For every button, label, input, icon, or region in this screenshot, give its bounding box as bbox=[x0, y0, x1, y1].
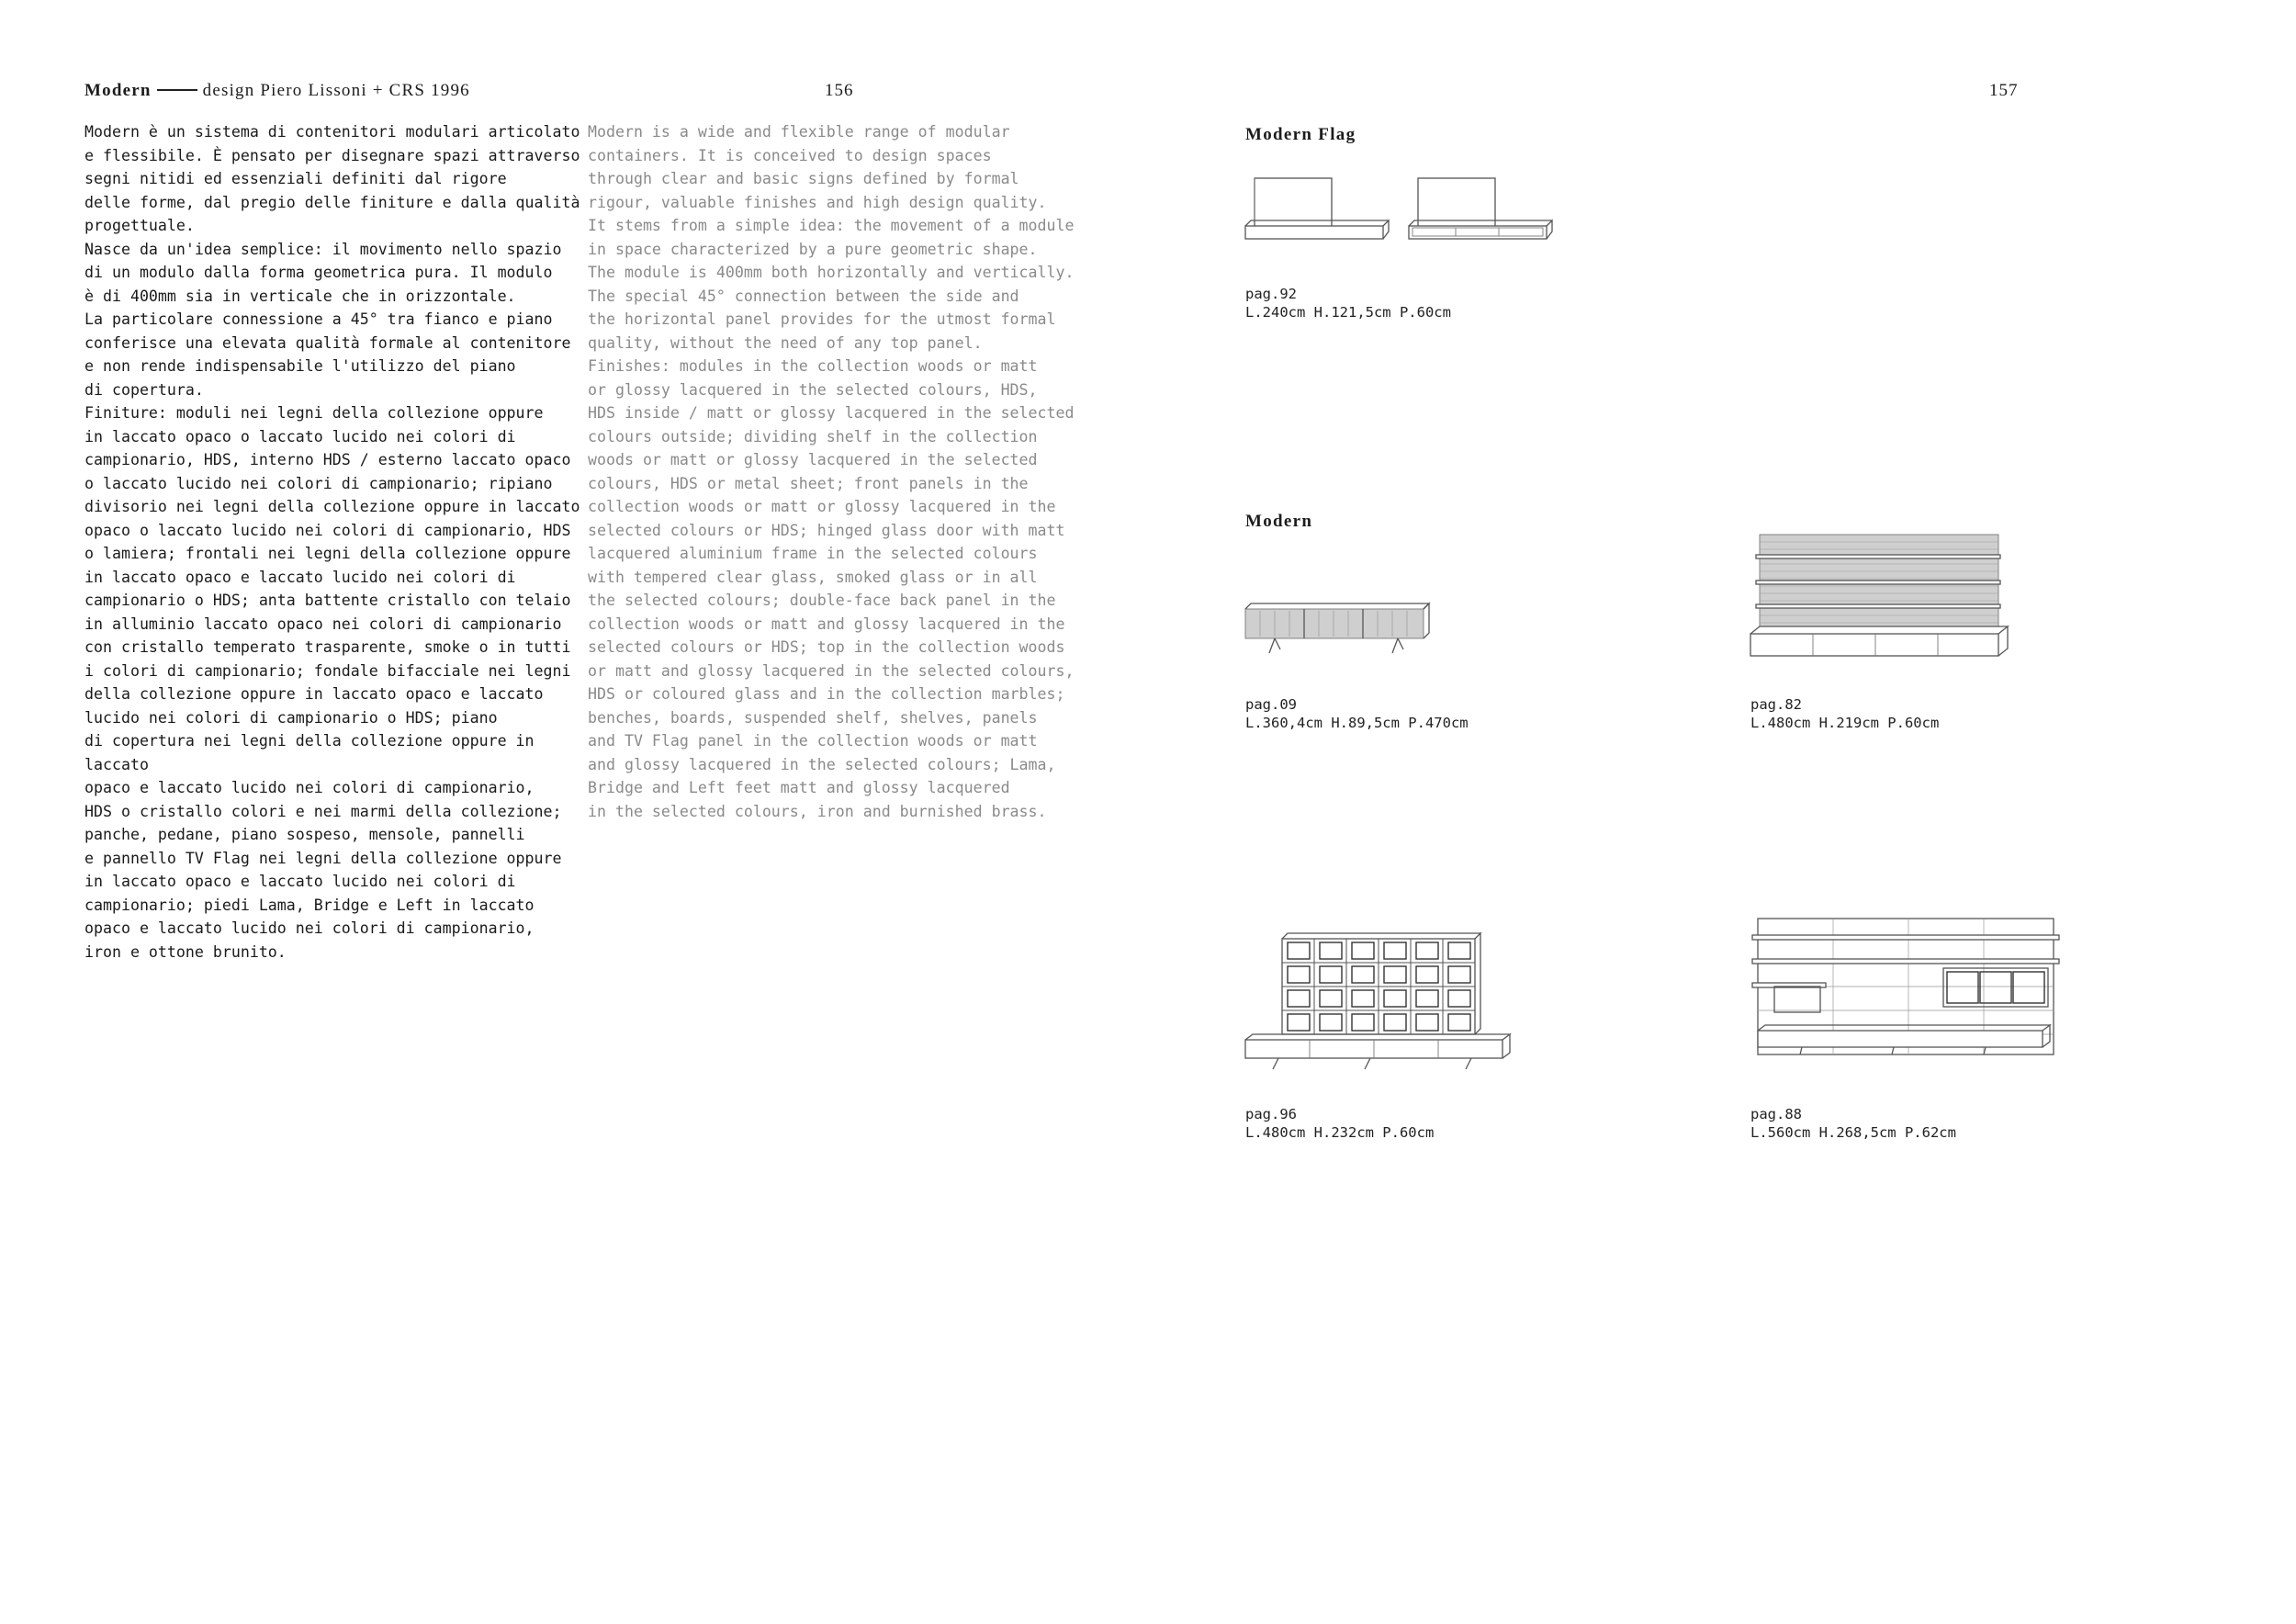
caption-82 bbox=[1750, 695, 1939, 732]
designer-credit: design Piero Lissoni + CRS 1996 bbox=[202, 81, 470, 100]
caption-09 bbox=[1245, 695, 1469, 732]
modern-flag-drawing bbox=[1242, 175, 1554, 253]
caption-96 bbox=[1245, 1105, 1434, 1142]
bookcase-96-drawing bbox=[1242, 933, 1517, 1071]
wall-system-82-drawing bbox=[1747, 531, 2013, 660]
sideboard-drawing bbox=[1242, 602, 1435, 657]
series-name: Modern bbox=[84, 81, 152, 100]
english-description: Modern is a wide and flexible range of modular containers. It is conceived to design spaces through clear and basic signs defined by formal rigour, valuable finishes and high design quality. It stems from a simple idea: the movement of a module in space characterized by a pure geometric shape. The module is 400mm both horizontally and vertically. The special 45° connection between the side and the horizontal panel provides for the utmost formal quality, without the need of any top panel. Finishes: modules in the collection woods or matt or glossy lacquered in the selected colours, HDS, HDS inside / matt or glossy lacquered in the selected colours outside; dividing shelf in the collection woods or matt or glossy lacquered in the selected colours, HDS or metal sheet; front panels in the collection woods or matt or glossy lacquered in the selected colours or HDS; hinged glass door with matt lacquered aluminium frame in the selected colours with tempered clear glass, smoked glass or in all the selected colours; double-face back panel in the collection woods or matt and glossy lacquered in the selected colours or HDS; top in the collection woods or matt and glossy lacquered in the selected colours, HDS or coloured glass and in the collection marbles; benches, boards, suspended shelf, shelves, panels and TV Flag panel in the collection woods or matt and glossy lacquered in the selected colours; Lama, Bridge and Left feet matt and glossy lacquered in the selected colours, iron and burnished brass. bbox=[588, 123, 1075, 820]
caption-82-page: pag.82 bbox=[1750, 696, 1802, 713]
caption-88-page: pag.88 bbox=[1750, 1106, 1802, 1122]
page-number-right: 157 bbox=[1989, 81, 2019, 100]
page-number-left: 156 bbox=[825, 81, 854, 100]
header-title bbox=[84, 81, 470, 101]
caption-09-page: pag.09 bbox=[1245, 696, 1297, 713]
section-title-modern: Modern bbox=[1245, 512, 1313, 531]
title-dash bbox=[157, 89, 197, 91]
caption-82-dims: L.480cm H.219cm P.60cm bbox=[1750, 715, 1940, 731]
caption-88 bbox=[1750, 1105, 1956, 1142]
caption-flag-dims: L.240cm H.121,5cm P.60cm bbox=[1245, 304, 1451, 321]
caption-flag-page: pag.92 bbox=[1245, 286, 1297, 302]
caption-09-dims: L.360,4cm H.89,5cm P.470cm bbox=[1245, 715, 1469, 731]
section-title-modern-flag: Modern Flag bbox=[1245, 125, 1356, 144]
caption-96-dims: L.480cm H.232cm P.60cm bbox=[1245, 1124, 1435, 1141]
caption-flag bbox=[1245, 285, 1451, 321]
wall-system-88-drawing bbox=[1747, 915, 2065, 1071]
caption-88-dims: L.560cm H.268,5cm P.62cm bbox=[1750, 1124, 1956, 1141]
caption-96-page: pag.96 bbox=[1245, 1106, 1297, 1122]
italian-description: Modern è un sistema di contenitori modulari articolato e flessibile. È pensato per disegnare spazi attraverso segni nitidi ed essenziali definiti dal rigore delle forme, dal pregio delle finiture e dalla qualità progettuale. Nasce da un'idea semplice: il movimento nello spazio di un modulo dalla forma geometrica pura. Il modulo è di 400mm sia in verticale che in orizzontale. La particolare connessione a 45° tra fianco e piano conferisce una elevata qualità formale al contenitore e non rende indispensabile l'utilizzo del piano di copertura. Finiture: moduli nei legni della collezione oppure in laccato opaco o laccato lucido nei colori di campionario, HDS, interno HDS / esterno laccato opaco o laccato lucido nei colori di campionario; ripiano divisorio nei legni della collezione oppure in laccato opaco o laccato lucido nei colori di campionario, HDS o lamiera; frontali nei legni della collezione oppure in laccato opaco e laccato lucido nei colori di campionario o HDS; anta battente cristallo con telaio in alluminio laccato opaco nei colori di campionario con cristallo temperato trasparente, smoke o in tutti i colori di campionario; fondale bifacciale nei legni della collezione oppure in laccato opaco e laccato lucido nei colori di campionario o HDS; piano di copertura nei legni della collezione oppure in laccato opaco e laccato lucido nei colori di campionario, HDS o cristallo colori e nei marmi della collezione; panche, pedane, piano sospeso, mensole, pannelli e pannello TV Flag nei legni della collezione oppure in laccato opaco e laccato lucido nei colori di campionario; piedi Lama, Bridge e Left in laccato opaco e laccato lucido nei colori di campionario, iron e ottone brunito. bbox=[84, 123, 580, 961]
